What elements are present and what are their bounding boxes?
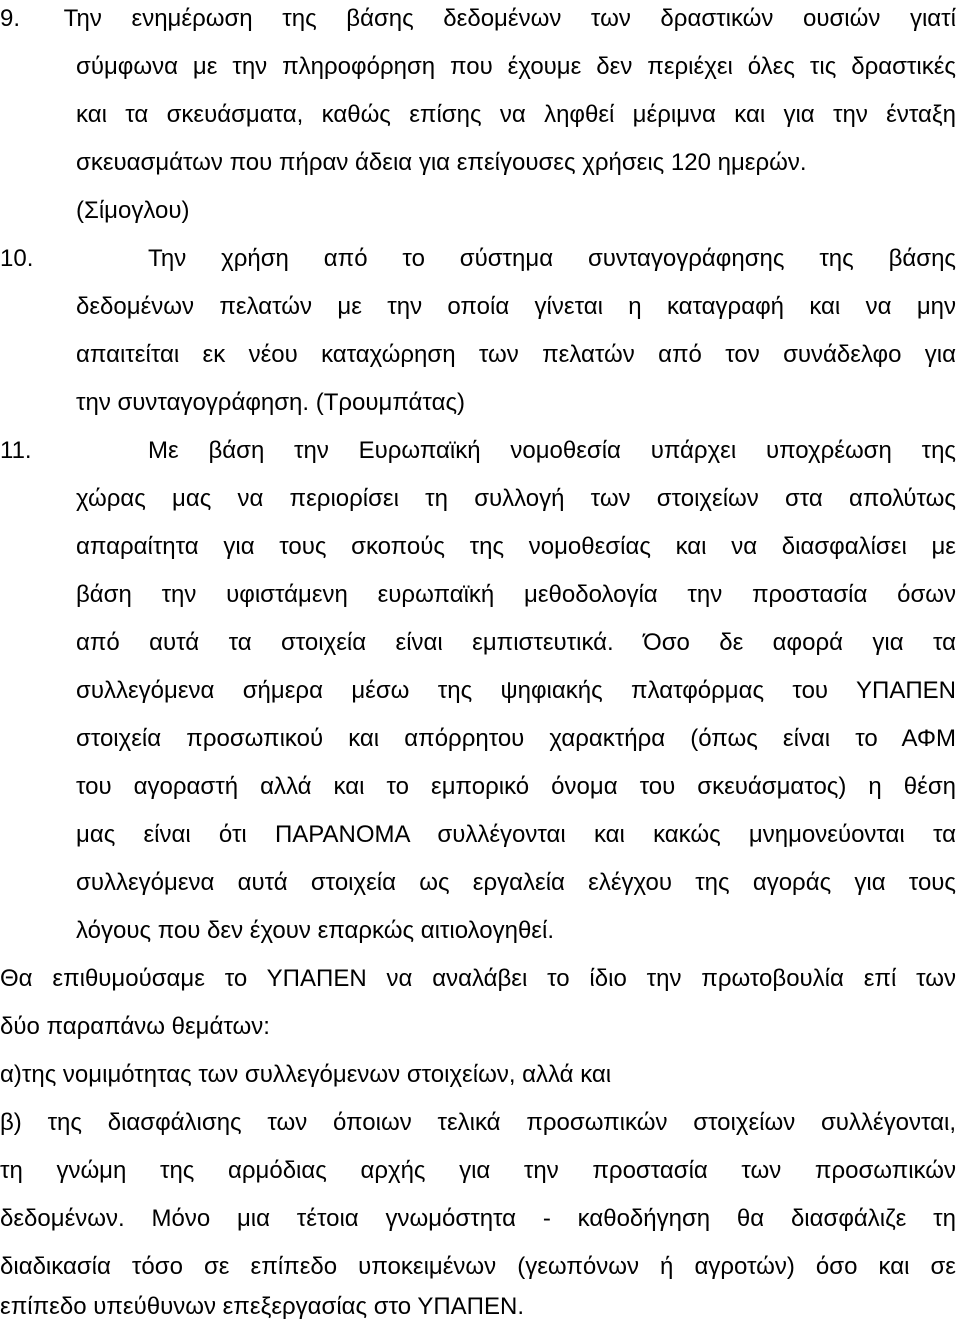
closing-line-4: β) της διασφάλισης των όποιων τελικά προσωπικών στοιχείων συλλέγονται, [0, 1109, 956, 1136]
item-9-line-5: (Σίμογλου) [76, 197, 190, 224]
item-11-line-3: απαραίτητα για τους σκοπούς της νομοθεσίας και να διασφαλίσει με [76, 533, 956, 560]
item-11-line-1: Με βάση την Ευρωπαϊκή νομοθεσία υπάρχει υποχρέωση της [148, 437, 956, 464]
closing-line-5: τη γνώμη της αρμόδιας αρχής για την προστασία των προσωπικών [0, 1157, 956, 1184]
item-9-number: 9. [0, 5, 21, 32]
item-11-number: 11. [0, 437, 32, 464]
item-10-line-3: απαιτείται εκ νέου καταχώρηση των πελατών από τον συνάδελφο για [76, 341, 956, 368]
item-11-line-9: μας είναι ότι ΠΑΡΑΝΟΜΑ συλλέγονται και κακώς μνημονεύονται τα [76, 821, 956, 848]
item-11-line-6: συλλεγόμενα σήμερα μέσω της ψηφιακής πλατφόρμας του ΥΠΑΠΕΝ [76, 677, 956, 704]
item-9-line-1: Την ενημέρωση της βάσης δεδομένων των δραστικών ουσιών γιατί [63, 5, 956, 32]
item-9-line-2: σύμφωνα με την πληροφόρηση που έχουμε δεν περιέχει όλες τις δραστικές [76, 53, 956, 80]
item-11-line-5: από αυτά τα στοιχεία είναι εμπιστευτικά. Όσο δε αφορά για τα [76, 629, 956, 656]
closing-line-7: διαδικασία τόσο σε επίπεδο υποκειμένων (γεωπόνων ή αγροτών) όσο και σε [0, 1253, 956, 1280]
item-11-line-11: λόγους που δεν έχουν επαρκώς αιτιολογηθεί. [76, 917, 554, 944]
item-9-line-4: σκευασμάτων που πήραν άδεια για επείγουσες χρήσεις 120 ημερών. [76, 149, 807, 176]
closing-line-1: Θα επιθυμούσαμε το ΥΠΑΠΕΝ να αναλάβει το ίδιο την πρωτοβουλία επί των [0, 965, 956, 992]
item-11-line-4: βάση την υφιστάμενη ευρωπαϊκή μεθοδολογία την προστασία όσων [76, 581, 956, 608]
closing-line-3: α)της νομιμότητας των συλλεγόμενων στοιχείων, αλλά και [0, 1061, 612, 1088]
item-11-line-7: στοιχεία προσωπικού και απόρρητου χαρακτήρα (όπως είναι το ΑΦΜ [76, 725, 956, 752]
item-9-line-3: και τα σκευάσματα, καθώς επίσης να ληφθεί μέριμνα και για την ένταξη [76, 101, 956, 128]
closing-line-8: επίπεδο υπεύθυνων επεξεργασίας στο ΥΠΑΠΕΝ. [0, 1293, 525, 1320]
item-10-number: 10. [0, 245, 34, 272]
item-10-line-1: Την χρήση από το σύστημα συνταγογράφησης της βάσης [148, 245, 956, 272]
item-9-first-line [0, 0, 956, 43]
item-10-line-4: την συνταγογράφηση. (Τρουμπάτας) [76, 389, 466, 416]
closing-line-6: δεδομένων. Μόνο μια τέτοια γνωμόστητα - καθοδήγηση θα διασφάλιζε τη [0, 1205, 956, 1232]
item-10-line-2: δεδομένων πελατών με την οποία γίνεται η καταγραφή και να μην [76, 293, 956, 320]
item-11-line-8: του αγοραστή αλλά και το εμπορικό όνομα του σκευάσματος) η θέση [76, 773, 956, 800]
closing-line-2: δύο παραπάνω θεμάτων: [0, 1013, 270, 1040]
item-11-line-10: συλλεγόμενα αυτά στοιχεία ως εργαλεία ελέγχου της αγοράς για τους [76, 869, 956, 896]
item-11-line-2: χώρας μας να περιορίσει τη συλλογή των στοιχείων στα απολύτως [76, 485, 956, 512]
